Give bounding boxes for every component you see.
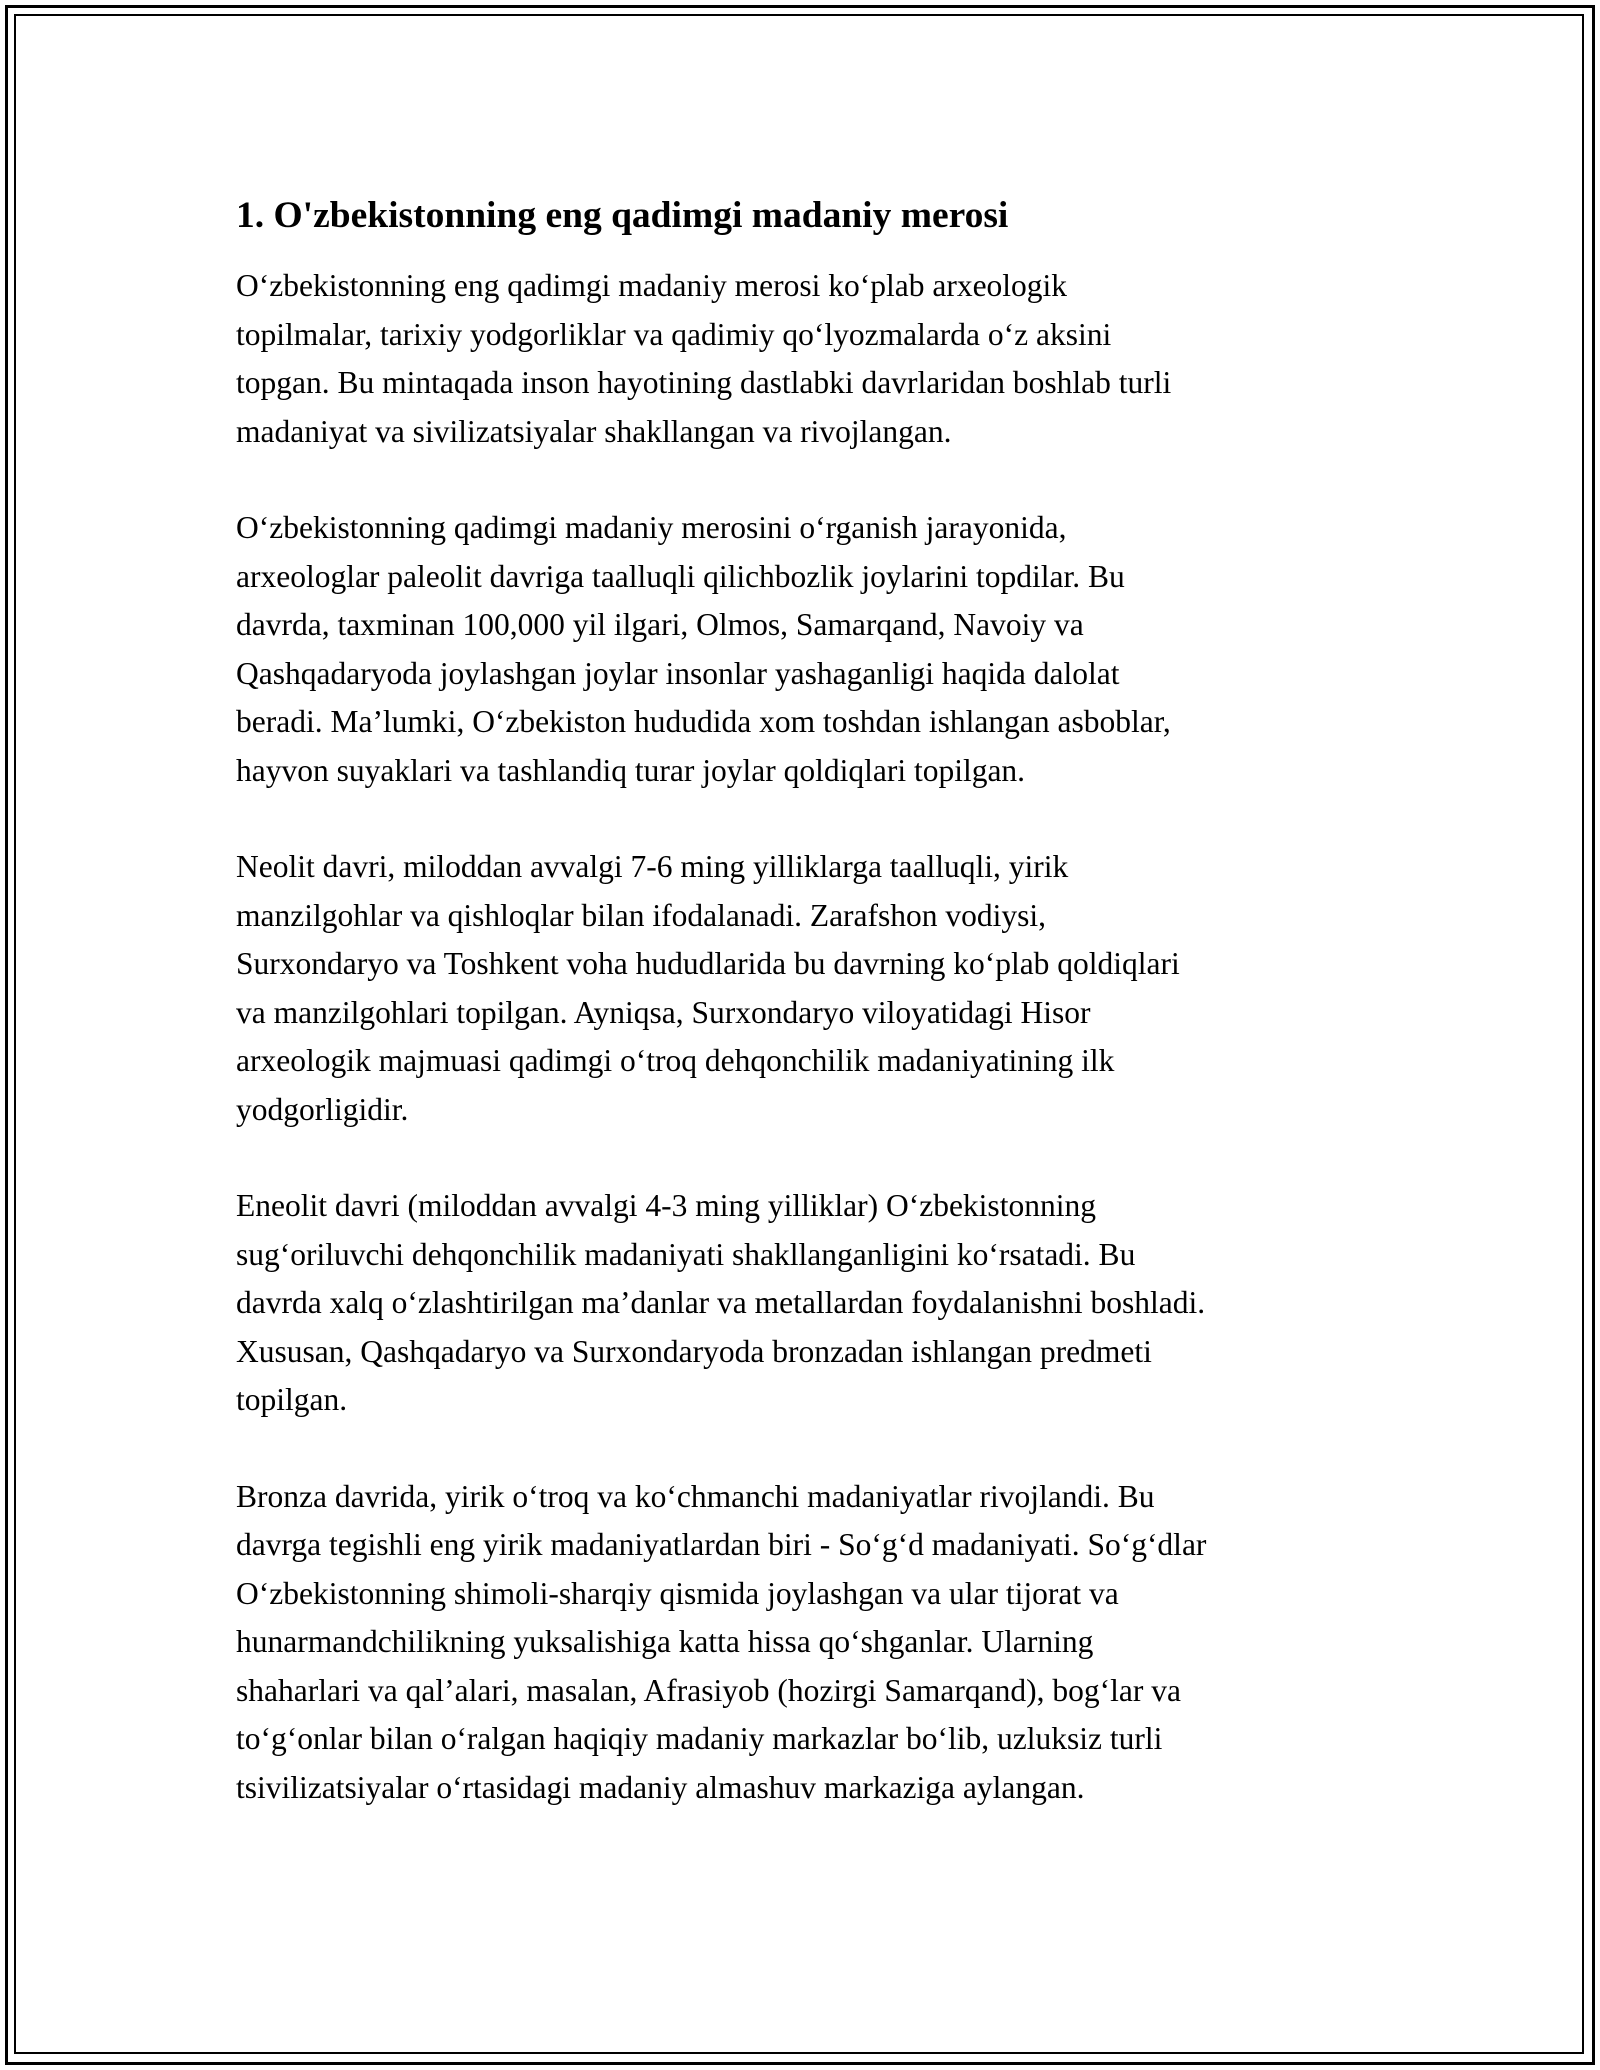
paragraph-intro: O‘zbekistonning eng qadimgi madaniy merosi ko‘plab arxeologik topilmalar, tarixiy yodgorliklar va qadimiy qo‘lyozmalarda o‘z aksini topgan. Bu mintaqada inson hayotining dastlabki davrlaridan boshlab turli madaniyat va sivilizatsiyalar shakllangan va rivojlangan.	[236, 268, 1172, 449]
paragraph-bronze-age: Bronza davrida, yirik o‘troq va ko‘chmanchi madaniyatlar rivojlandi. Bu davrga tegishli eng yirik madaniyatlardan biri - So‘g‘d madaniyati. So‘g‘dlar O‘zbekistonning shimoli-sharqiy qismida joylashgan va ular tijorat va hunarmandchilikning yuksalishiga katta hissa qo‘shganlar. Ularning shaharlari va qal’alari, masalan, Afrasiyob (hozirgi Samarqand), bog‘lar va to‘g‘onlar bilan o‘ralgan haqiqiy madaniy markazlar bo‘lib, uzluksiz turli tsivilizatsiyalar o‘rtasidagi madaniy almashuv markaziga aylangan.	[236, 1478, 1207, 1805]
paragraph-eneolithic: Eneolit davri (miloddan avvalgi 4-3 ming yilliklar) O‘zbekistonning sug‘oriluvchi dehqonchilik madaniyati shakllanganligini ko‘rsatadi. Bu davrda xalq o‘zlashtirilgan ma’danlar va metallardan foydalanishni boshladi. Xususan, Qashqadaryo va Surxondaryoda bronzadan ishlangan predmeti topilgan.	[236, 1188, 1206, 1417]
document-body	[236, 180, 1366, 1860]
paragraph-neolithic: Neolit davri, miloddan avvalgi 7-6 ming yilliklarga taalluqli, yirik manzilgohlar va qishloqlar bilan ifodalanadi. Zarafshon vodiysi, Surxondaryo va Toshkent voha hududlarida bu davrning ko‘plab qoldiqlari va manzilgohlari topilgan. Ayniqsa, Surxondaryo viloyatidagi Hisor arxeologik majmuasi qadimgi o‘troq dehqonchilik madaniyatining ilk yodgorligidir.	[236, 849, 1180, 1127]
section-heading: 1. O'zbekistonning eng qadimgi madaniy merosi	[236, 195, 1009, 236]
paragraph-paleolithic: O‘zbekistonning qadimgi madaniy merosini o‘rganish jarayonida, arxeologlar paleolit davriga taalluqli qilichbozlik joylarini topdilar. Bu davrda, taxminan 100,000 yil ilgari, Olmos, Samarqand, Navoiy va Qashqadaryoda joylashgan joylar insonlar yashaganligi haqida dalolat beradi. Ma’lumki, O‘zbekiston hududida xom toshdan ishlangan asboblar, hayvon suyaklari va tashlandiq turar joylar qoldiqlari topilgan.	[236, 510, 1171, 788]
